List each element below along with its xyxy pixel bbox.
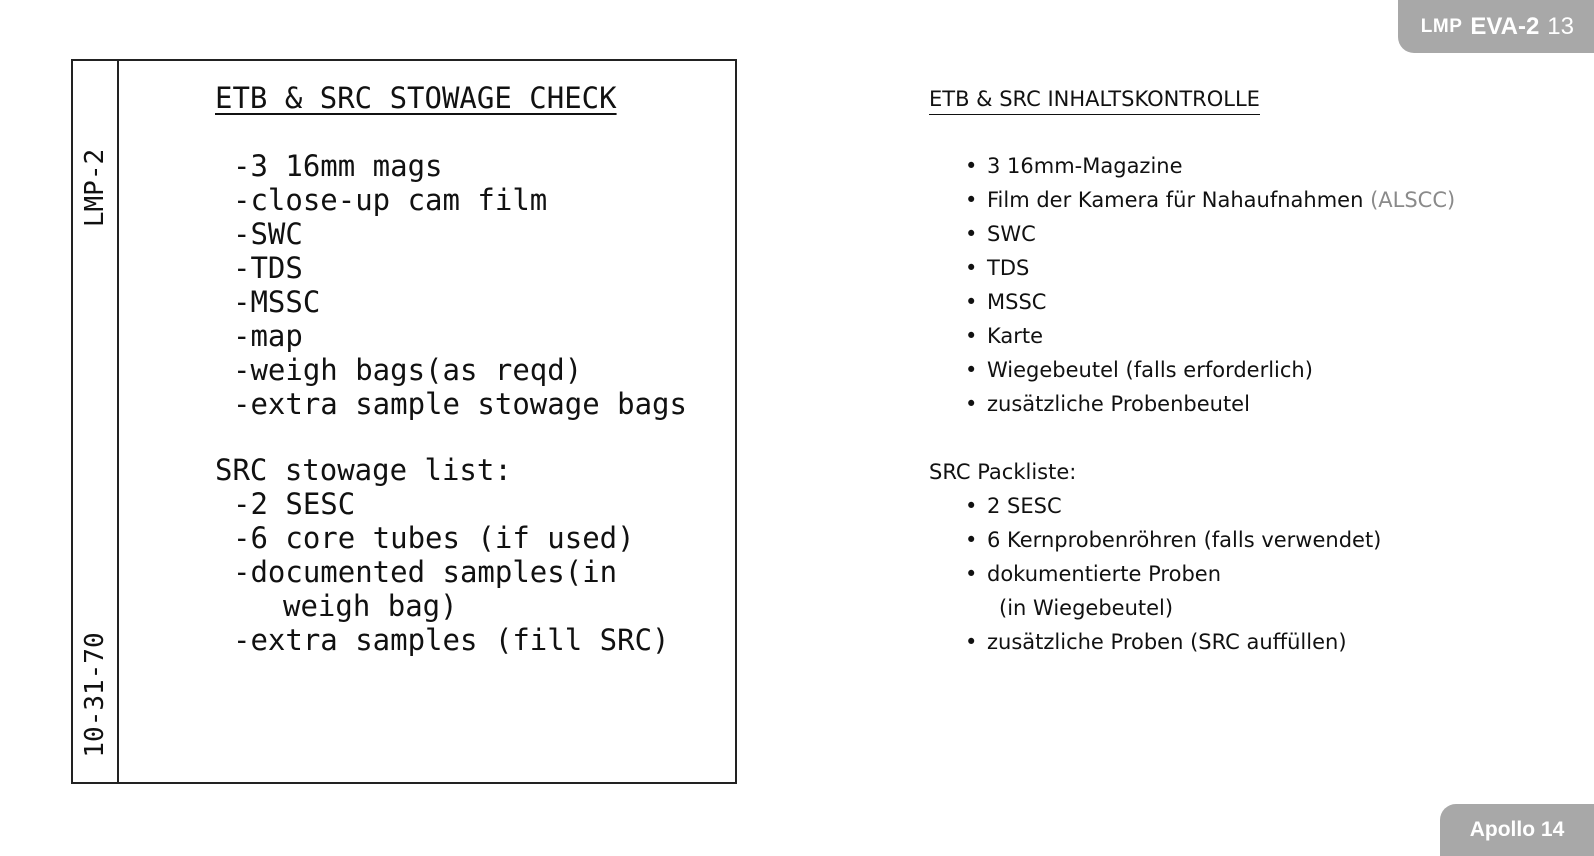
- list-item: -extra samples (fill SRC): [233, 623, 670, 657]
- bullet-icon: •: [965, 358, 978, 382]
- translation-item: • Karte: [929, 319, 1569, 353]
- translation-item: • dokumentierte Proben: [929, 557, 1569, 591]
- list-item: -2 SESC: [233, 487, 356, 521]
- bullet-icon: •: [965, 630, 978, 654]
- mission-footer-tab: [1440, 804, 1594, 856]
- list-item-continuation: weigh bag): [283, 589, 458, 623]
- bullet-icon: •: [965, 222, 978, 246]
- translation-item: • MSSC: [929, 285, 1569, 319]
- translation-item: • Film der Kamera für Nahaufnahmen (ALSCC): [929, 183, 1569, 217]
- bullet-icon: •: [965, 256, 978, 280]
- translation-src-list: [929, 489, 1569, 659]
- translation-item: • Wiegebeutel (falls erforderlich): [929, 353, 1569, 387]
- list-item: -close-up cam film: [233, 183, 548, 217]
- card-side-strip: [73, 61, 119, 782]
- card-id-label: LMP-2: [80, 148, 110, 228]
- translation-item: • TDS: [929, 251, 1569, 285]
- translation-title: ETB & SRC INHALTSKONTROLLE: [929, 84, 1260, 115]
- page-header-tab: [1398, 0, 1594, 53]
- crew-role-label: LMP: [1420, 15, 1463, 37]
- list-item: -MSSC: [233, 285, 321, 319]
- list-item: -TDS: [233, 251, 303, 285]
- bullet-icon: •: [965, 290, 978, 314]
- bullet-icon: •: [965, 154, 978, 178]
- page-number: 13: [1547, 12, 1574, 40]
- translation-panel: [929, 84, 1569, 659]
- bullet-icon: •: [965, 494, 978, 518]
- list-item: -extra sample stowage bags: [233, 387, 687, 421]
- card-date-label: 10-31-70: [80, 632, 110, 758]
- translation-item: • 2 SESC: [929, 489, 1569, 523]
- list-item: -6 core tubes (if used): [233, 521, 635, 555]
- bullet-icon: •: [965, 562, 978, 586]
- translation-item: • zusätzliche Probenbeutel: [929, 387, 1569, 421]
- translation-item-continuation: (in Wiegebeutel): [999, 596, 1174, 620]
- src-item-list: [233, 487, 670, 657]
- eva-label: EVA-2: [1470, 12, 1540, 40]
- translation-note: (ALSCC): [1370, 188, 1456, 212]
- translation-item: • zusätzliche Proben (SRC auffüllen): [929, 625, 1569, 659]
- list-item: -weigh bags(as reqd): [233, 353, 583, 387]
- bullet-icon: •: [965, 324, 978, 348]
- etb-item-list: [233, 149, 687, 421]
- translation-etb-list: [929, 149, 1569, 421]
- translation-item: • 3 16mm-Magazine: [929, 149, 1569, 183]
- list-item: -3 16mm mags: [233, 149, 443, 183]
- list-item: -map: [233, 319, 303, 353]
- bullet-icon: •: [965, 528, 978, 552]
- list-item: -documented samples(in: [233, 555, 618, 589]
- translation-item: • SWC: [929, 217, 1569, 251]
- src-list-heading: SRC stowage list:: [215, 453, 512, 487]
- translation-item: • 6 Kernprobenröhren (falls verwendet): [929, 523, 1569, 557]
- bullet-icon: •: [965, 188, 978, 212]
- checklist-card: [71, 59, 737, 784]
- checklist-title: ETB & SRC STOWAGE CHECK: [215, 81, 617, 115]
- bullet-icon: •: [965, 392, 978, 416]
- translation-src-heading: SRC Packliste:: [929, 460, 1077, 484]
- mission-label: Apollo 14: [1469, 818, 1565, 841]
- list-item: -SWC: [233, 217, 303, 251]
